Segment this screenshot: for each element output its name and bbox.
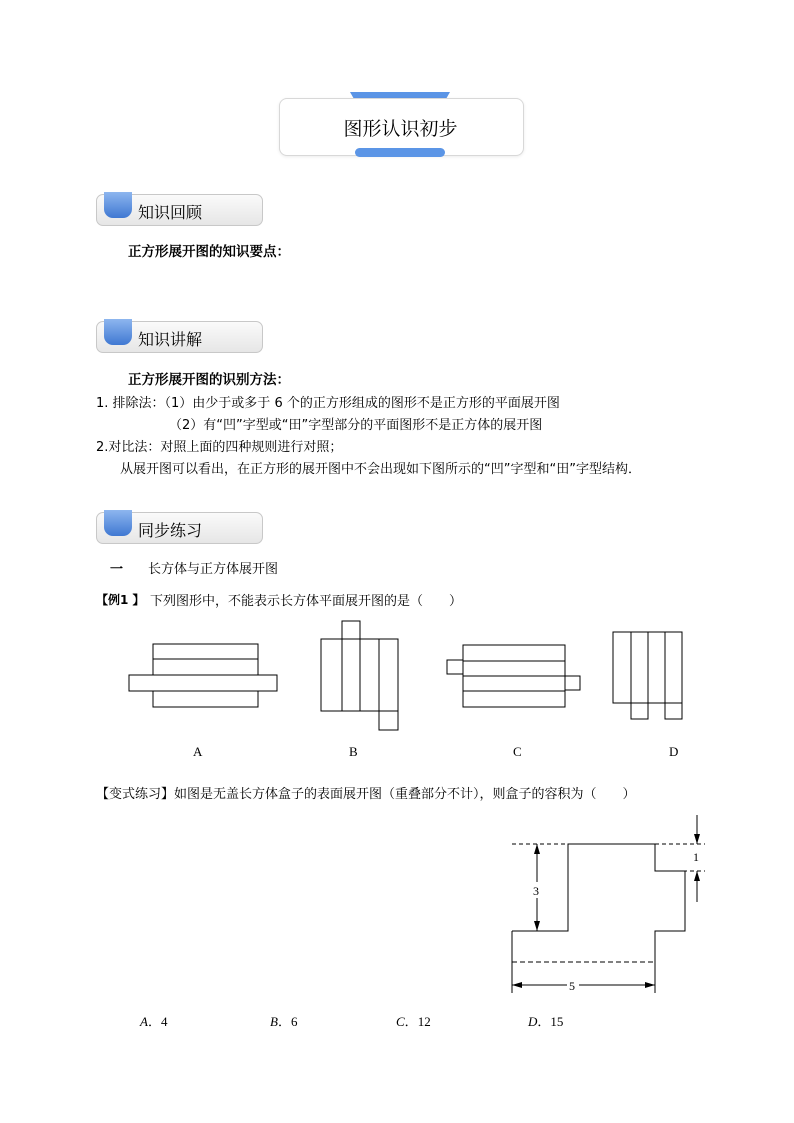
choice-c[interactable]: C．12 (396, 1014, 431, 1029)
example-figures (120, 615, 700, 765)
choice-d[interactable]: D．15 (528, 1014, 564, 1029)
figure-a-net (129, 644, 277, 707)
dim-width: 5 (569, 979, 575, 993)
figure-d-net (613, 632, 682, 719)
dim-height: 3 (533, 884, 539, 898)
choice-letter: A (140, 1014, 148, 1029)
section-tab-icon (104, 192, 132, 218)
choice-b[interactable]: B．6 (270, 1014, 298, 1029)
review-heading: 正方形展开图的知识要点： (128, 244, 290, 260)
choice-value: 15 (550, 1014, 564, 1029)
section-label: 同步练习 (138, 521, 203, 540)
subheading-number: 一 (110, 562, 124, 577)
figure-label-b: B (349, 744, 358, 759)
choice-value: 4 (160, 1014, 168, 1029)
section-tab-icon (104, 510, 132, 536)
choice-value: 12 (417, 1014, 431, 1029)
variant-question: 【变式练习】如图是无盖长方体盒子的表面展开图（重叠部分不计），则盒子的容积为（ ） (96, 787, 636, 802)
choice-value: 6 (290, 1014, 298, 1029)
lecture-line-1: 1. 排除法：（1）由少于或多于 6 个的正方形组成的图形不是正方形的平面展开图 (96, 396, 560, 411)
choice-a[interactable]: A．4 (140, 1014, 168, 1029)
lecture-line-3: 2.对比法：对照上面的四种规则进行对照； (96, 440, 343, 455)
lecture-line-2: （2）有“凹”字型或“田”字型部分的平面图形不是正方体的展开图 (169, 418, 543, 433)
section-label: 知识回顾 (138, 203, 203, 222)
page-title: 图形认识初步 (343, 118, 458, 140)
choice-letter: B (270, 1014, 278, 1029)
example-question: 下列图形中，不能表示长方体平面展开图的是（ ） (150, 594, 463, 609)
section-tab-icon (104, 319, 132, 345)
dim-top: 1 (693, 850, 699, 864)
figure-label-d: D (669, 744, 679, 759)
example-tag: 【例1 】 (96, 593, 145, 607)
title-ribbon-bottom (355, 148, 445, 157)
figure-label-c: C (513, 744, 522, 759)
choice-letter: C (396, 1014, 405, 1029)
figure-c-net (447, 645, 580, 707)
choice-letter: D (528, 1014, 538, 1029)
subheading: 长方体与正方体展开图 (148, 562, 279, 577)
lecture-heading: 正方形展开图的识别方法： (128, 372, 290, 388)
figure-b-net (321, 621, 398, 730)
section-label: 知识讲解 (138, 330, 203, 349)
lecture-line-4: 从展开图可以看出，在正方形的展开图中不会出现如下图所示的“凹”字型和“田”字型结构． (120, 462, 641, 477)
figure-label-a: A (193, 744, 203, 759)
variant-figure (505, 810, 715, 1000)
